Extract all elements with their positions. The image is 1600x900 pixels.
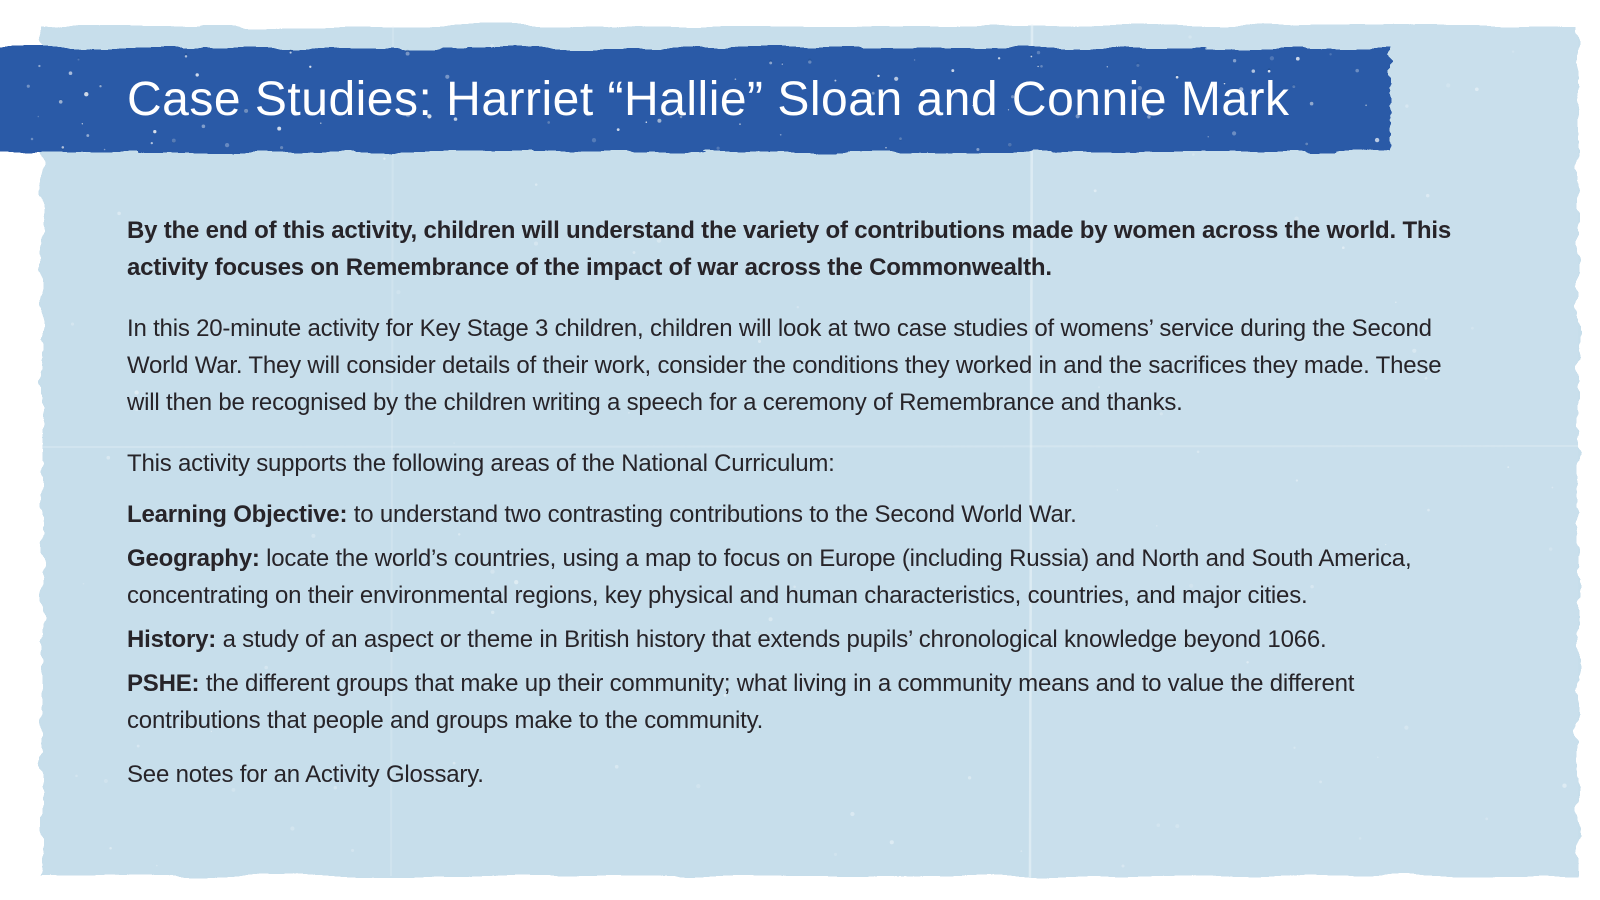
curriculum-item-label: Learning Objective: xyxy=(127,501,348,528)
intro-paragraph: In this 20-minute activity for Key Stage 3 children, children will look at two case studies of womens’ service during the Second World War. They will consider details of their work, consider the conditions they worked in and the sacrifices they made. These will then be recognised by the children writing a speech for a ceremony of Remembrance and thanks. xyxy=(127,315,1442,416)
curriculum-item-text: the different groups that make up their community; what living in a community means and to value the different contributions that people and groups make to the community. xyxy=(127,670,1355,734)
curriculum-item-learning-objective xyxy=(127,496,1457,533)
curriculum-item-geography xyxy=(127,540,1457,614)
curriculum-item-label: PSHE: xyxy=(127,670,200,697)
intro-paragraph-bold: By the end of this activity, children will understand the variety of contributions made by women across the world. This activity focuses on Remembrance of the impact of war across the Commonwealth. xyxy=(127,217,1451,281)
curriculum-item-text: locate the world’s countries, using a map to focus on Europe (including Russia) and North and South America, concentrating on their environmental regions, key physical and human characteristics, countries, and major cities. xyxy=(127,545,1412,609)
curriculum-item-text: to understand two contrasting contributions to the Second World War. xyxy=(353,501,1077,528)
curriculum-item-pshe xyxy=(127,665,1457,739)
page-title: Case Studies: Harriet “Hallie” Sloan and Connie Mark xyxy=(127,73,1290,126)
curriculum-item-history xyxy=(127,621,1457,658)
curriculum-lead: This activity supports the following areas of the National Curriculum: xyxy=(127,450,835,477)
curriculum-item-label: Geography: xyxy=(127,545,260,572)
glossary-note: See notes for an Activity Glossary. xyxy=(127,761,484,788)
curriculum-item-label: History: xyxy=(127,626,217,653)
curriculum-item-text: a study of an aspect or theme in British history that extends pupils’ chronological knowledge beyond 1066. xyxy=(222,626,1327,653)
content-block xyxy=(127,212,1457,793)
